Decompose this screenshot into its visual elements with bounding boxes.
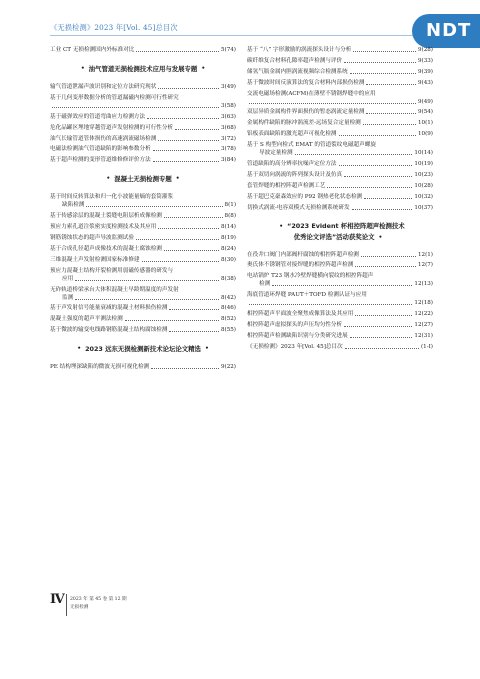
toc-entry[interactable]: [50, 326, 236, 334]
entry-title: 基于双切向涡流的阵列探头设计及仿真: [247, 171, 343, 178]
entry-page: 10(28): [414, 182, 433, 189]
dot-leader: [75, 280, 219, 281]
entry-page: 3(63): [220, 113, 236, 120]
entry-page: 8(55): [220, 327, 236, 334]
toc-entry[interactable]: [50, 212, 236, 220]
toc-entry[interactable]: [50, 315, 236, 323]
toc-entry[interactable]: [247, 310, 433, 318]
entry-page: 8(1): [224, 202, 236, 209]
entry-page: 9(43): [417, 79, 433, 86]
dot-leader: [364, 198, 412, 199]
entry-page: 12(7): [417, 262, 433, 269]
dot-leader: [169, 331, 218, 332]
entry-page: 3(84): [220, 157, 236, 164]
header-rule: [50, 35, 424, 36]
entry-page: 8(38): [220, 275, 236, 282]
toc-entry[interactable]: [247, 204, 433, 212]
toc-entry[interactable]: [247, 261, 433, 269]
entry-title: 碳纤维复合材料孔隙率超声检测与评价: [247, 57, 343, 64]
toc-entry[interactable]: [247, 160, 433, 168]
entry-title: 基于超声检测的变形管道维修修评价方法: [50, 157, 151, 164]
section-heading-text: 2023 远东无损检测新技术论坛论文精选: [85, 345, 201, 354]
dot-leader: [363, 124, 416, 125]
toc-entry[interactable]: [247, 332, 433, 340]
page-footer: [50, 592, 250, 632]
entry-page: 9(28): [417, 47, 433, 53]
entry-title: 电磁法检测油气管道缺陷的影响参数分析: [50, 146, 151, 153]
entry-page: 9(49): [417, 98, 433, 105]
entry-page: 12(1): [417, 251, 433, 258]
dot-leader: [151, 368, 219, 369]
bullet-icon: •: [80, 65, 85, 72]
entry-page: 8(30): [220, 256, 236, 263]
section-heading: [247, 219, 433, 245]
toc-entry[interactable]: [247, 251, 433, 259]
entry-page: 12(27): [414, 322, 433, 329]
toc-entry[interactable]: [247, 171, 433, 179]
dot-leader: [169, 309, 218, 310]
dot-leader: [164, 217, 223, 218]
entry-title: 相控阵超声检测缺陷识别与分类研究进展: [247, 332, 348, 339]
toc-entry[interactable]: [247, 182, 433, 190]
dot-leader: [158, 228, 219, 229]
toc-entry[interactable]: [247, 272, 433, 288]
dot-leader: [345, 348, 419, 349]
toc-entry[interactable]: [50, 256, 236, 264]
toc-entry[interactable]: [50, 245, 236, 253]
page-folio: Ⅳ: [50, 592, 65, 607]
dot-leader: [158, 140, 219, 141]
dot-leader: [353, 51, 416, 52]
dot-leader: [355, 315, 412, 316]
entry-title: 奥氏体不锈钢管对接焊缝的相控阵超声检测: [247, 262, 354, 269]
entry-title: 海底管道环焊缝 PAUT＋TOFD 检测认证与应用: [247, 292, 367, 299]
entry-page: 12(18): [414, 300, 433, 307]
section-heading-text: 油气管道无损检测技术应用与发展专题: [88, 65, 198, 73]
toc-entry[interactable]: [247, 321, 433, 329]
toc-entry[interactable]: [50, 46, 236, 54]
footer-issue: 2023 年 第 45 卷 第 12 期: [70, 597, 127, 602]
toc-entry[interactable]: [247, 90, 433, 106]
toc-entry[interactable]: [247, 130, 433, 138]
dot-leader: [339, 165, 413, 166]
entry-title: 工业 CT 无损检测国内外标准对比: [50, 47, 135, 53]
toc-entry[interactable]: [50, 135, 236, 143]
entry-page: 3(78): [220, 146, 236, 153]
toc-entry[interactable]: [50, 83, 236, 91]
dot-leader: [52, 107, 219, 108]
toc-entry[interactable]: [50, 94, 236, 110]
toc-entry[interactable]: [50, 363, 236, 371]
dot-leader: [344, 62, 416, 63]
toc-entry[interactable]: [50, 223, 236, 231]
entry-title-continued: 缺陷检测: [62, 202, 85, 209]
entry-title: 基于 “八” 字形激励的涡流探头设计与分析: [247, 47, 352, 53]
entry-title: 双层异质金属构件界面损伤的暂态涡流定量检测: [247, 109, 365, 116]
entry-title: 油气长输管道管体损伤的高速涡流磁场检测: [50, 135, 157, 142]
entry-title: 铝板表面缺陷的激光超声可视化检测: [247, 131, 337, 138]
dot-leader: [350, 73, 416, 74]
entry-page: 10(9): [417, 131, 433, 138]
section-heading: [50, 171, 236, 187]
entry-title-continued: 应用: [62, 275, 74, 282]
entry-title: 储氢气瓶金属内胆涡流视频综合检测系统: [247, 68, 348, 75]
entry-page: 9(54): [417, 109, 433, 116]
bullet-icon: •: [106, 175, 111, 183]
toc-entry[interactable]: [50, 113, 236, 121]
entry-page: 10(37): [414, 204, 433, 211]
dot-leader: [249, 103, 416, 104]
toc-entry[interactable]: [247, 119, 433, 127]
toc-entry[interactable]: [247, 46, 433, 54]
entry-page: 5(74): [220, 47, 236, 53]
entry-page: 8(8): [224, 213, 236, 220]
entry-title: 预应力混凝土结构开裂检测用弱磁传感器的研发与: [50, 267, 174, 274]
toc-entry[interactable]: [50, 286, 236, 302]
toc-entry[interactable]: [50, 304, 236, 312]
entry-title: 在役井口阀门内部阀杆腐蚀的相控阵超声检测: [247, 251, 359, 258]
dot-leader: [136, 51, 219, 52]
entry-page: 10(19): [414, 161, 433, 168]
entry-title: 电站锅炉 T23 钢水冷壁焊缝横向裂纹的相控阵超声: [247, 273, 374, 280]
entry-page: 3(58): [220, 102, 236, 109]
journal-title: 《无损检测》2023 年[Vol. 45]总目次: [50, 23, 178, 32]
toc-entry[interactable]: [50, 193, 236, 209]
entry-title: 《无损检测》2023 年[Vol. 45]总目次: [247, 343, 343, 350]
entry-page: 3(49): [220, 84, 236, 90]
dot-leader: [249, 304, 412, 305]
dot-leader: [136, 239, 219, 240]
entry-title-continued: 检测: [259, 281, 271, 288]
dot-leader: [344, 176, 412, 177]
entry-page: 3(68): [220, 124, 236, 131]
entry-page: 9(33): [417, 57, 433, 64]
toc-entry[interactable]: [247, 343, 433, 351]
dot-leader: [125, 320, 219, 321]
entry-title: 基于磁弹效应的管道弯曲应力检测方法: [50, 113, 146, 120]
entry-title: 交流电磁场检测(ACFM)在薄壁不锈钢焊缝中的应用: [247, 90, 376, 97]
left-column: [50, 46, 236, 374]
entry-title: 危化品罐区埋地穿越管道声发射检测的可行性分析: [50, 124, 174, 131]
dot-leader: [175, 129, 219, 130]
entry-title: 切换式涡流-电容双模式无损检测系统研发: [247, 204, 350, 211]
dot-leader: [272, 285, 412, 286]
entry-page: 8(52): [220, 316, 236, 323]
entry-title: 基于声发射信号能量衰减的混凝土材料损伤检测: [50, 305, 168, 312]
dot-leader: [86, 206, 222, 207]
right-column: [247, 46, 433, 354]
dot-leader: [327, 187, 412, 188]
entry-page: (1-I): [420, 343, 433, 350]
entry-title: 基于几何变形数据分析的管道漏磁内检测可行性研究: [50, 94, 179, 101]
entry-page: 12(22): [414, 311, 433, 318]
entry-title: 混凝土强度的超声平测法检测: [50, 316, 123, 323]
section-heading-text: 混凝土无损检测专题: [114, 175, 172, 184]
entry-title: 管道缺陷的高分辨率抗噪声定位方法: [247, 161, 337, 168]
dot-leader: [361, 256, 416, 257]
entry-page: 8(19): [220, 235, 236, 242]
bullet-icon: •: [378, 233, 383, 241]
entry-title: 三维混凝土声发射检测国家标准修建: [50, 256, 140, 263]
dot-leader: [366, 113, 415, 114]
entry-title: 相控阵超声虚拟探头的声压均匀性分析: [247, 322, 343, 329]
entry-page: 10(32): [414, 193, 433, 200]
toc-entry[interactable]: [247, 193, 433, 201]
entry-title: 基于时间反转算法和归一化小波能量熵的套筒灌浆: [50, 194, 174, 201]
entry-title: 基于超巴克豪森效应的 P92 钢热老化状态检测: [247, 193, 363, 200]
entry-page: 9(22): [220, 364, 236, 371]
toc-entry[interactable]: [247, 141, 433, 157]
toc-entry[interactable]: [50, 145, 236, 153]
toc-entry[interactable]: [50, 234, 236, 242]
dot-leader: [339, 135, 416, 136]
entry-title: 预应力索孔道注浆密实度检测技术及其应用: [50, 224, 157, 231]
dot-leader: [355, 266, 416, 267]
entry-page: 8(42): [220, 294, 236, 301]
footer-journal: 无损检测: [70, 605, 89, 610]
entry-page: 10(23): [414, 171, 433, 178]
bullet-icon: •: [175, 175, 180, 183]
bullet-icon: •: [204, 345, 209, 353]
toc-entry[interactable]: [247, 79, 433, 87]
footer-divider: [66, 594, 67, 616]
dot-leader: [350, 337, 413, 338]
entry-page: 10(1): [417, 120, 433, 127]
entry-title: 钢筋锈蚀状态的超声导波监测试验: [50, 235, 134, 242]
entry-title: 套管焊缝的相控阵超声检测工艺: [247, 182, 326, 189]
dot-leader: [295, 154, 413, 155]
section-heading: [50, 341, 236, 357]
entry-page: 10(14): [414, 150, 433, 157]
entry-page: 8(24): [220, 245, 236, 252]
dot-leader: [147, 118, 219, 119]
entry-title: PE 结构埋深缺陷的微波无损可视化检测: [50, 364, 150, 371]
entry-page: 8(46): [220, 305, 236, 312]
dot-leader: [352, 209, 413, 210]
toc-entry[interactable]: [247, 291, 433, 307]
bullet-icon: •: [77, 345, 82, 353]
dot-leader: [164, 250, 219, 251]
toc-entry[interactable]: [50, 156, 236, 164]
entry-title: 无砟轨道桥梁承台大体积混凝土早龄期温度的声发射: [50, 286, 179, 293]
entry-page: 3(72): [220, 135, 236, 142]
bullet-icon: •: [201, 65, 206, 72]
dot-leader: [142, 261, 219, 262]
toc-entry[interactable]: [247, 68, 433, 76]
entry-page: 12(31): [414, 332, 433, 339]
entry-title: 基于传感涂层的混凝土裂缝电阻层析成像检测: [50, 213, 162, 220]
toc-entry[interactable]: [247, 108, 433, 116]
toc-entry[interactable]: [247, 57, 433, 65]
bullet-icon: •: [279, 222, 284, 230]
dot-leader: [153, 150, 219, 151]
dot-leader: [158, 88, 219, 89]
toc-entry[interactable]: [50, 124, 236, 132]
entry-title-continued: 导波定量检测: [259, 150, 293, 157]
entry-title: 基于 S 构型向检式 EMAT 的管道裂纹电磁超声螺旋: [247, 142, 376, 149]
entry-title: 基于合成孔径超声成像技术的混凝土腐蚀检测: [50, 245, 162, 252]
entry-title: 输气管道泄漏声波识别和定位方法研究现状: [50, 84, 157, 90]
entry-title: 相控阵超声平面波全聚焦成像算法及其应用: [247, 311, 354, 318]
ndt-logo: [412, 14, 480, 48]
section-heading: [50, 61, 236, 77]
entry-page: 12(13): [414, 281, 433, 288]
entry-title: 基于微波的输变电线路钢筋混凝土结构腐蚀检测: [50, 327, 168, 334]
entry-page: 9(39): [417, 68, 433, 75]
entry-title: 基于微波时间反演算法的复合材料内部损伤检测: [247, 79, 365, 86]
logo-text: NDT: [426, 20, 472, 41]
entry-page: 8(14): [220, 224, 236, 231]
toc-entry[interactable]: [50, 267, 236, 283]
section-heading-text-2: 优秀论文评选”活动获奖论文: [293, 232, 375, 241]
dot-leader: [344, 326, 412, 327]
entry-title-continued: 监测: [62, 294, 74, 301]
dot-leader: [153, 161, 219, 162]
section-heading-text: “2023 Evident 杯相控阵超声检测技术: [287, 221, 405, 230]
dot-leader: [75, 299, 219, 300]
entry-title: 金属构件缺陷的脉冲涡流差-远场复合定量检测: [247, 120, 361, 127]
dot-leader: [366, 84, 415, 85]
